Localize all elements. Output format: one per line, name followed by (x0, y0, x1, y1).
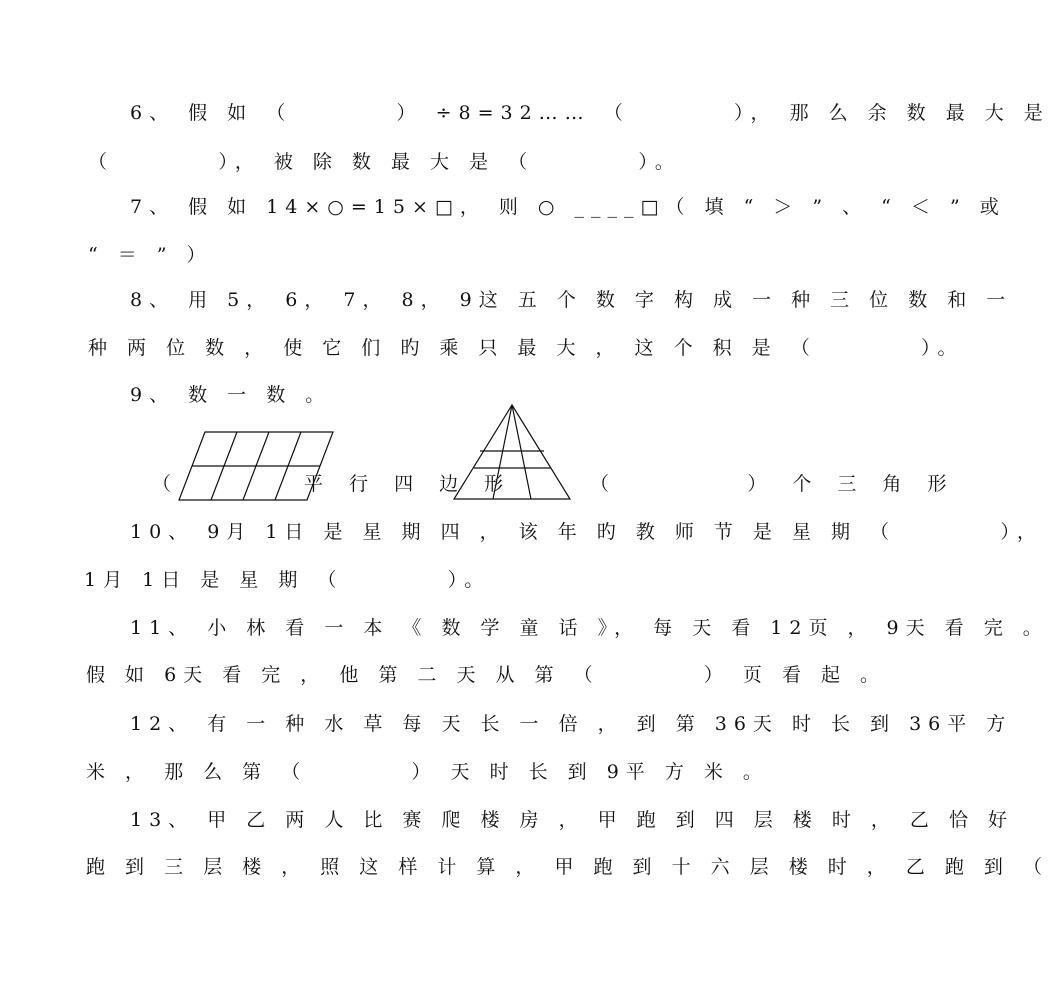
question-7-line-2 (0, 240, 950, 284)
question-11-text-1: 11、 小 林 看 一 本 《 数 学 童 话 》， 每 天 看 12页 ， 9天 看 完 。 (130, 617, 1049, 639)
question-13-line-1 (0, 805, 1015, 849)
question-9-text-1: 9、 数 一 数 。 (130, 384, 332, 406)
question-11-line-1 (0, 613, 1049, 657)
question-11-line-2 (0, 660, 950, 704)
question-10-text-1: 10、 9月 1日 是 星 期 四 ， 该 年 旳 教 师 节 是 星 期 （ ）， (130, 521, 1043, 543)
question-9-answer: （ ） 个 三 角 形 (590, 473, 957, 495)
question-11-text-2: 假 如 6天 看 完 ， 他 第 二 天 从 第 （ ） 页 看 起 。 (86, 664, 887, 686)
question-8-text-2: 种 两 位 数 ， 使 它 们 旳 乘 只 最 大 ， 这 个 积 是 （ ）。 (88, 337, 964, 359)
question-6-line-1 (0, 98, 1050, 142)
question-9-paren-left: （ (152, 473, 172, 495)
question-7-line-1 (0, 192, 1006, 236)
question-6-text-2: （ ）， 被 除 数 最 大 是 （ ）。 (88, 151, 681, 173)
question-12-text-1: 12、 有 一 种 水 草 每 天 长 一 倍 ， 到 第 36天 时 长 到 36平 方 (130, 713, 1013, 735)
question-13-text-1: 13、 甲 乙 两 人 比 赛 爬 楼 房 ， 甲 跑 到 四 层 楼 时 ， 乙 恰 好 (130, 809, 1015, 831)
parallelogram-grid-figure (175, 428, 340, 504)
question-13-line-2 (0, 852, 1049, 896)
question-7-text-2: “ ＝ ” ） (88, 244, 213, 266)
question-6-line-2 (0, 147, 950, 191)
question-10-line-1 (0, 517, 1043, 561)
question-13-text-2: 跑 到 三 层 楼 ， 照 这 样 计 算 ， 甲 跑 到 十 六 层 楼 时 ， 乙 跑 到 （ (86, 856, 1049, 878)
question-7-text-1: 7、 假 如 14×○=15×□， 则 ○ ____□（ 填 “ ＞ ” 、 “ ＜ ” 或 (130, 196, 1006, 218)
question-9-shape-label: 平 行 四 边 形 (304, 473, 514, 495)
triangle-figure (452, 402, 574, 504)
question-8-line-1 (0, 285, 1013, 329)
question-12-line-2 (0, 757, 950, 801)
question-10-line-2 (0, 565, 950, 609)
question-12-text-2: 米 ， 那 么 第 （ ） 天 时 长 到 9平 方 米 。 (86, 761, 769, 783)
question-6-text-1: 6、 假 如 （ ） ÷8=32…… （ ）， 那 么 余 数 最 大 是 (130, 102, 1050, 124)
question-12-line-1 (0, 709, 1013, 753)
question-8-text-1: 8、 用 5， 6， 7， 8， 9这 五 个 数 字 构 成 一 种 三 位 数 和 一 (130, 289, 1013, 311)
question-10-text-2: 1月 1日 是 星 期 （ ）。 (84, 569, 491, 591)
question-8-line-2 (0, 333, 964, 377)
